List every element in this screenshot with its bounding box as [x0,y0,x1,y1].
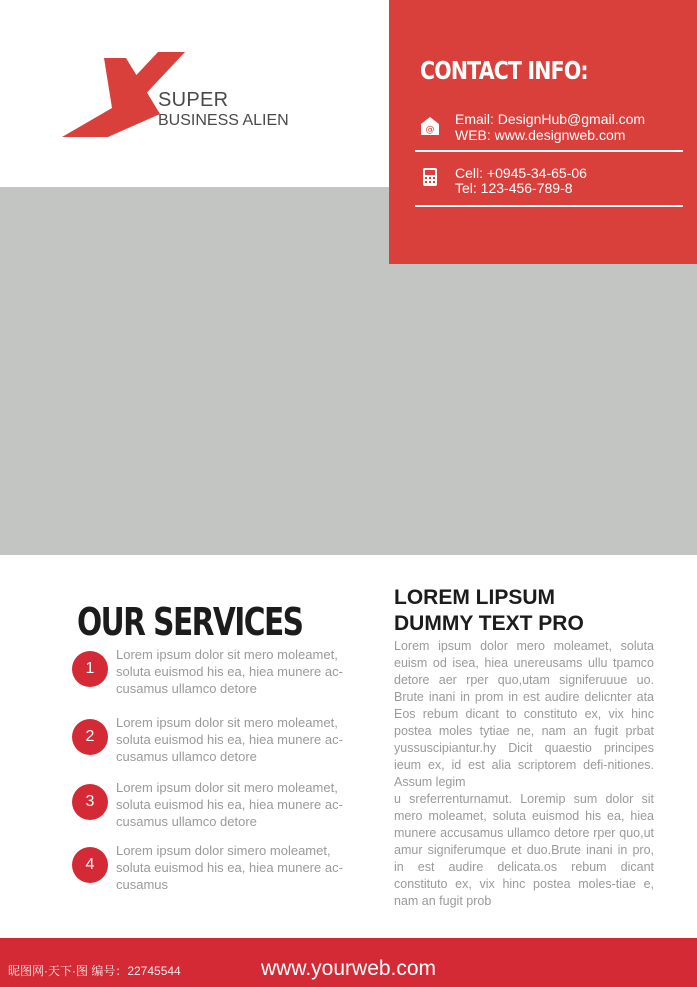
contact-panel [389,0,697,264]
svg-text:@: @ [425,125,435,135]
watermark-text: 昵图网·天下·图 编号：22745544 [8,964,181,978]
contact-email[interactable]: Email: DesignHub@gmail.com [455,111,646,127]
brand-name [158,89,289,131]
service-number: 2 [72,719,108,755]
article-title-line-1: LOREM LIPSUM [394,586,555,609]
service-text: Lorem ipsum dolor sit mero moleamet, soluta euismod his ea, hiea munere ac-cusamus ullamco detore [116,780,343,829]
contact-divider [415,205,683,207]
brand-line-1: SUPER [158,89,229,111]
service-number: 1 [72,651,108,687]
contact-title: CONTACT INFO: [420,56,588,85]
brand-line-2: BUSINESS ALIEN [158,112,289,129]
services-title: OUR SERVICES [77,600,303,644]
article-title [394,585,684,637]
contact-cell: Cell: +0945-34-65-06 [455,165,587,181]
article-paragraph: Lorem ipsum dolor mero moleamet, soluta euism od isea, hiea unereusams ullu tpamco detore aer rper quo,utam signiferuuue uo. Brute inani in prom in est audire delicnter ata Eos rebum dicant to constituto ex, vix hinc postea moles tytiae ne, nam an fugit prbat yussuscipiantur.hy Dicit quaestio principes ieum ex, id est alia scriptorem defi-nitiones. Assum legim [394,639,654,789]
article-paragraph: u sreferrenturnamut. Loremip sum dolor sit mero moleamet, soluta euismod his ea, hiea munere accusamus ullamco detore rper quo,ut amur signiferumque et duo.Brute inani in pro, in est audire delicata.os rebum dicant constituto ex, vix hinc postea moles-tiae e, nam an fugit prob [394,792,654,908]
contact-divider [415,150,683,152]
contact-web[interactable]: WEB: www.designweb.com [455,127,626,143]
article-body [394,638,654,910]
contact-tel: Tel: 123-456-789-8 [455,180,573,196]
footer-url[interactable]: www.yourweb.com [261,957,437,980]
email-icon [420,116,440,136]
service-text: Lorem ipsum dolor sit mero moleamet, soluta euismod his ea, hiea munere ac-cusamus ullamco detore [116,647,343,696]
service-number: 3 [72,784,108,820]
article-title-line-2: DUMMY TEXT PRO [394,612,584,635]
phone-icon [420,167,440,187]
service-number: 4 [72,847,108,883]
service-text: Lorem ipsum dolor sit mero moleamet, soluta euismod his ea, hiea munere ac-cusamus ullamco detore [116,715,343,764]
service-text: Lorem ipsum dolor simero moleamet, soluta euismod his ea, hiea munere ac-cusamus [116,843,343,892]
